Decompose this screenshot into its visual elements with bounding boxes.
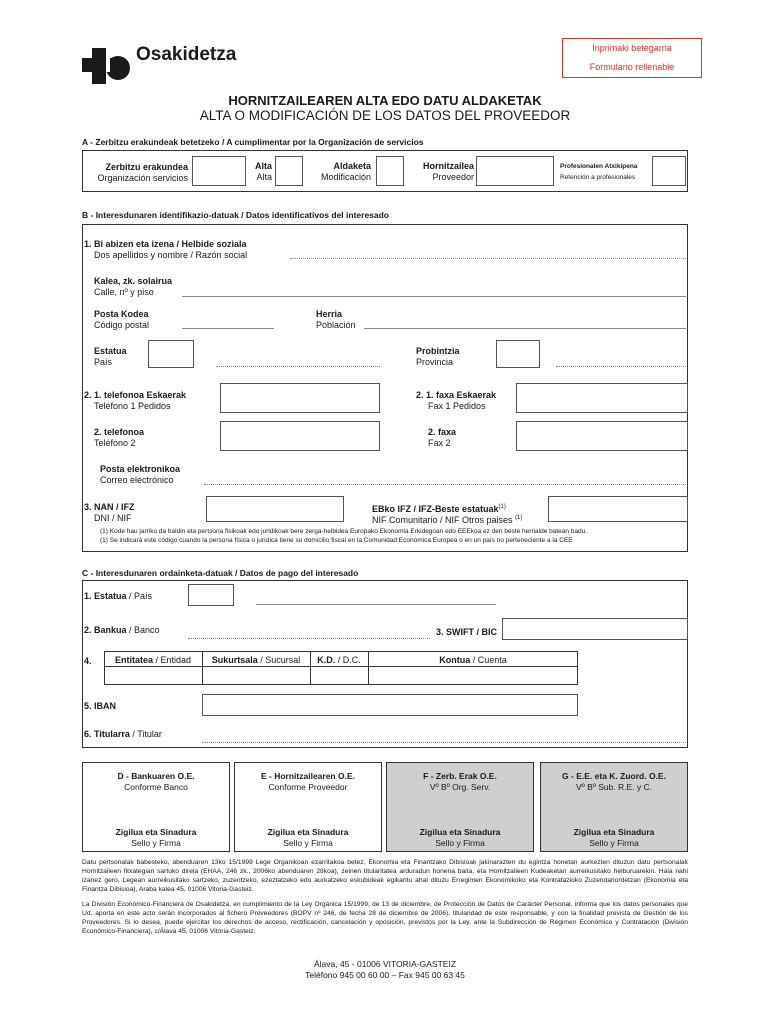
dc-input[interactable] xyxy=(311,667,367,684)
email-input-line[interactable] xyxy=(204,484,686,485)
signature-bank-sign-es: Sello y Firma xyxy=(131,838,181,848)
section-a-heading: A - Zerbitzu erakundeak betetzeko / A cumplimentar por la Organización de servicios xyxy=(82,137,424,147)
fax2-label-es: Fax 2 xyxy=(428,438,451,448)
street-label-eu: Kalea, zk. solairua xyxy=(94,276,173,286)
entity-input[interactable] xyxy=(105,667,201,684)
holder-label-eu: 6. Titularra xyxy=(84,729,130,739)
branch-header-es: / Sucursal xyxy=(257,655,301,665)
footnote-eu: (1) Kode hau jarriko da baldin eta pertsona fisikoak edo juridikoak bere zerga-helbidea Europako Ekonomia Erkidegoan edo EEEkoa ez den beste herrialde batean badu. xyxy=(100,528,588,535)
provider-input[interactable] xyxy=(476,156,554,186)
pay-country-code-input[interactable] xyxy=(188,584,234,606)
holder-label xyxy=(84,729,162,740)
osakidetza-logo-icon xyxy=(82,44,132,90)
nifc-label-eu-text: EBko IFZ / IFZ-Beste estatuak xyxy=(372,504,499,514)
signature-org-title: F - Zerb. Erak O.E. xyxy=(423,771,497,781)
signature-bank-title: D - Bankuaren O.E. xyxy=(117,771,195,781)
signature-provider-footer xyxy=(235,827,381,849)
pay-country-label-es: / País xyxy=(126,591,153,601)
nif-label-es: DNI / NIF xyxy=(94,513,132,523)
mod-label-es: Modificación xyxy=(320,172,371,182)
town-label-es: Población xyxy=(316,320,356,330)
signature-bank-footer xyxy=(83,827,229,849)
nifc-footnote-ref: (1) xyxy=(498,504,506,510)
alta-label-eu: Alta xyxy=(254,161,272,171)
entity-header-es: / Entidad xyxy=(152,655,192,665)
mod-label-eu: Aldaketa xyxy=(333,161,371,171)
phone2-label-es: Teléfono 2 xyxy=(94,438,136,448)
footer-address: Álava, 45 - 01006 VITORIA-GASTEIZ xyxy=(313,959,457,969)
signature-box-org[interactable] xyxy=(386,762,534,852)
country-code-input[interactable] xyxy=(148,340,194,368)
nifc-label-es xyxy=(372,513,522,526)
alta-checkbox[interactable] xyxy=(275,156,303,186)
retention-checkbox[interactable] xyxy=(652,156,686,186)
page-title-eu: HORNITZAILEAREN ALTA EDO DATU ALDAKETAK xyxy=(228,93,542,108)
nifc-input[interactable] xyxy=(548,496,688,522)
pay-country-label-eu: 1. Estatua xyxy=(84,591,127,601)
provider-label-es: Proveedor xyxy=(432,172,474,182)
dc-header xyxy=(310,655,368,666)
email-label-eu: Posta elektronikoa xyxy=(100,464,181,474)
country-label-es: País xyxy=(94,357,113,367)
signature-box-provider[interactable] xyxy=(234,762,382,852)
swift-input[interactable] xyxy=(502,618,688,640)
signature-box-bank[interactable] xyxy=(82,762,230,852)
town-input-line[interactable] xyxy=(364,328,686,329)
footnote-es: (1) Se indicará este código cuando la persona física o jurídica tiene su domicilio fiscal en la Comunidad Económica Europea o en un país no perteneciente a la CEE xyxy=(100,537,573,544)
town-label-eu: Herria xyxy=(316,309,343,319)
signature-org-sign-eu: Zigilua eta Sinadura xyxy=(419,827,501,837)
fax1-label-es: Fax 1 Pedidos xyxy=(428,401,486,411)
zip-label-es: Código postal xyxy=(94,320,150,330)
branch-input[interactable] xyxy=(203,667,309,684)
bank-label-eu: 2. Bankua xyxy=(84,625,127,635)
retention-label-eu: Profesionalen Atxikipena xyxy=(560,163,638,170)
email-label-es: Correo electrónico xyxy=(100,475,174,485)
zip-label-eu: Posta Kodea xyxy=(94,309,149,319)
bank-name-line[interactable] xyxy=(188,638,430,639)
signature-subdirection-sign-es: Sello y Firma xyxy=(589,838,639,848)
swift-label: 3. SWIFT / BIC xyxy=(436,627,498,637)
province-name-line[interactable] xyxy=(556,366,686,367)
row4-number: 4. xyxy=(84,656,92,666)
account-header xyxy=(368,655,578,666)
country-name-line[interactable] xyxy=(216,366,380,367)
pay-country-label xyxy=(84,591,152,602)
signature-provider-header xyxy=(235,771,381,793)
signature-bank-sub: Conforme Banco xyxy=(124,782,188,792)
signature-subdirection-title: G - E.E. eta K. Zuord. O.E. xyxy=(562,771,666,781)
section-c-heading: C - Interesdunaren ordainketa-datuak / Datos de pago del interesado xyxy=(82,568,359,578)
street-input-line[interactable] xyxy=(182,296,686,297)
modification-checkbox[interactable] xyxy=(376,156,404,186)
nif-input[interactable] xyxy=(206,496,344,522)
signature-provider-sub: Conforme Proveedor xyxy=(268,782,348,792)
nif-label-eu: 3. NAN / IFZ xyxy=(84,502,135,512)
iban-label: 5. IBAN xyxy=(84,701,117,711)
fax2-label-eu: 2. faxa xyxy=(428,427,457,437)
entity-header-eu: Entitatea xyxy=(114,655,153,665)
osakidetza-logo xyxy=(82,44,132,90)
legal-text-eu: Datu pertsonalak babesteko, abenduaren 13ko 15/1999 Lege Organikoan ezarritakoa betez, Ekonomia eta Finantzako Dibisioak jakinarazten du egintza honetan aurkezten dituzun datu pertsonalak Hornitzaileen fitxategian sartuko direla (EHAA, 246 zk., 2006ko abenduaren 28koa), zeinen titularitatea arduradun honena baita, eta Hornitzaileen Kudeaketan aurreikusitako helburuarekin. Hala nahi izanez gero, Legean aurreikusitako sartzeko, zuzentzeko, ezeztatzeko edo aurkatzeko eskubideak egikaritu ahal dituzu Erregimen Ekonomikoko eta Kontratazioko Zuzendariordetzan (Ekonomia eta Finantza Dibisioa), Araba kalea 45, 01006 Vitoria-Gasteiz. xyxy=(82,859,688,893)
holder-label-es: / Titular xyxy=(129,729,162,739)
phone2-label-eu: 2. telefonoa xyxy=(94,427,145,437)
phone2-input[interactable] xyxy=(220,421,380,451)
legal-text-es: La División Económico-Financiera de Osakidetza, en cumplimiento de la Ley Orgánica 15/1999, de 13 de diciembre, de Protección de Datos de Carácter Personal, informa que los datos personales que Ud. aporta en este acto serán incorporados al fichero Proveedores (BOPV nº 246, de fecha 28 de diciembre de 2006), titularidad de este responsable, y con la finalidad prevista de Gestión de los Proveedores. Si lo desea, puede ejercitar los derechos de acceso, rectificación, cancelación y oposición, previstos por la Ley, ante la Subdirección de Régimen Económico y Contratación (División Económico-Financiera), c/Álava 45, 01006 Vitoria-Gasteiz. xyxy=(82,901,688,935)
provider-label-eu: Hornitzailea xyxy=(422,161,474,171)
bank-label-es: / Banco xyxy=(126,625,160,635)
province-label-es: Provincia xyxy=(416,357,454,367)
name-label-es: Dos apellidos y nombre / Razón social xyxy=(94,250,248,260)
stamp-line-eu: Inprimaki betegarria xyxy=(592,43,672,53)
bank-label xyxy=(84,625,160,636)
brand-name: Osakidetza xyxy=(136,44,237,65)
signature-subdirection-sub: Vº Bº Sub. R.E. y C. xyxy=(575,782,653,792)
account-input[interactable] xyxy=(369,667,577,684)
fax1-input[interactable] xyxy=(516,383,688,413)
province-code-input[interactable] xyxy=(496,340,540,368)
signature-provider-sign-es: Sello y Firma xyxy=(283,838,333,848)
alta-label-es: Alta xyxy=(256,172,272,182)
signature-provider-title: E - Hornitzailearen O.E. xyxy=(261,771,355,781)
dc-header-es: / D.C. xyxy=(335,655,361,665)
phone1-label-es: Teléfono 1 Pedidos xyxy=(94,401,171,411)
signature-provider-sign-eu: Zigilua eta Sinadura xyxy=(267,827,349,837)
fillable-form-stamp xyxy=(562,38,702,78)
nifc-footnote-ref-es: (1) xyxy=(515,515,523,521)
dc-header-eu: K.D. xyxy=(317,655,336,665)
signature-bank-sign-eu: Zigilua eta Sinadura xyxy=(115,827,197,837)
page-title-es: ALTA O MODIFICACIÓN DE LOS DATOS DEL PROVEEDOR xyxy=(199,108,571,123)
signature-subdirection-header xyxy=(541,771,687,793)
branch-header-eu: Sukurtsala xyxy=(211,655,258,665)
footer-phones: Teléfono 945 00 60 00 – Fax 945 00 63 45 xyxy=(305,970,465,980)
signature-org-footer xyxy=(387,827,533,849)
phone1-label-eu: 2. 1. telefonoa Eskaerak xyxy=(84,390,187,400)
street-label-es: Calle, nº y piso xyxy=(94,287,154,297)
phone1-input[interactable] xyxy=(220,383,380,413)
entity-header xyxy=(104,655,202,666)
name-input-line[interactable] xyxy=(290,258,686,259)
account-header-es: / Cuenta xyxy=(470,655,507,665)
signature-org-header xyxy=(387,771,533,793)
province-label-eu: Probintzia xyxy=(416,346,460,356)
pay-country-name-line[interactable] xyxy=(256,604,496,605)
org-input[interactable] xyxy=(192,156,246,186)
iban-input[interactable] xyxy=(202,694,578,716)
country-label-eu: Estatua xyxy=(94,346,127,356)
signature-bank-header xyxy=(83,771,229,793)
fax1-label-eu: 2. 1. faxa Eskaerak xyxy=(416,390,497,400)
name-label-eu: 1. Bi abizen eta izena / Helbide soziala xyxy=(84,239,247,249)
signature-subdirection-footer xyxy=(541,827,687,849)
account-header-eu: Kontua xyxy=(439,655,471,665)
org-label-eu: Zerbitzu erakundea xyxy=(105,162,188,172)
signature-subdirection-sign-eu: Zigilua eta Sinadura xyxy=(573,827,655,837)
signature-org-sub: Vº Bº Org. Serv. xyxy=(429,782,491,792)
nifc-label-es-text: NIF Comunitario / NIF Otros paises xyxy=(372,515,513,525)
stamp-line-es: Formulario rellenable xyxy=(589,62,675,72)
retention-label-es: Retención a profesionales xyxy=(560,174,636,181)
branch-header xyxy=(202,655,310,666)
section-b-heading: B - Interesdunaren identifikazio-datuak / Datos identificativos del interesado xyxy=(82,210,390,220)
signature-box-subdirection[interactable] xyxy=(540,762,688,852)
signature-org-sign-es: Sello y Firma xyxy=(435,838,485,848)
zip-input-line[interactable] xyxy=(182,328,274,329)
fax2-input[interactable] xyxy=(516,421,688,451)
holder-input-line[interactable] xyxy=(202,742,686,743)
org-label-es: Organización servicios xyxy=(97,173,188,183)
